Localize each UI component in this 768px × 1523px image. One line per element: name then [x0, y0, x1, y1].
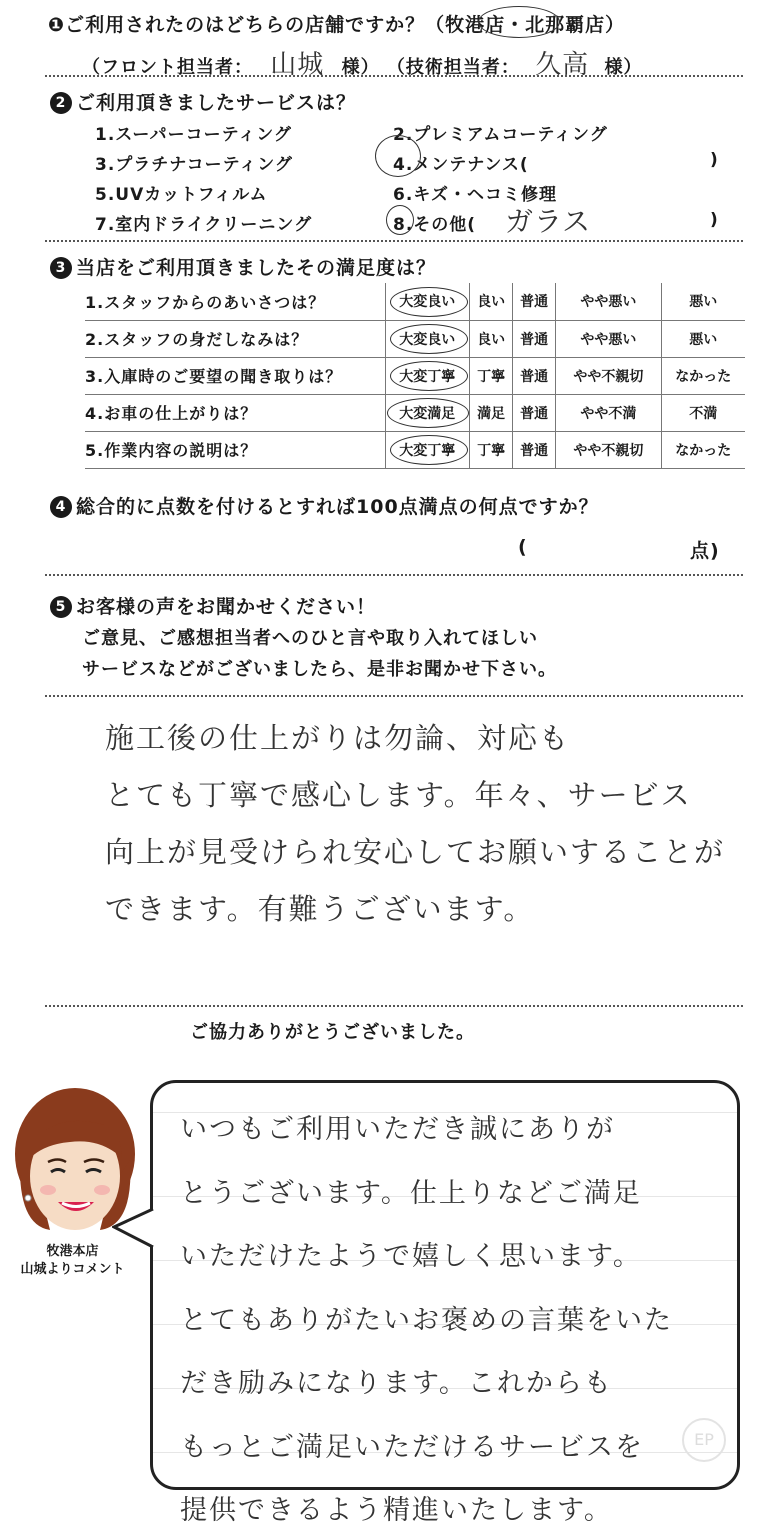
- comment-line: できます。有難うございます。: [105, 892, 535, 926]
- service-option-7: 7.室内ドライクリーニング: [95, 215, 313, 235]
- staff-caption-store: 牧港本店: [46, 1244, 99, 1259]
- comment-line: とても丁寧で感心します。年々、サービス: [105, 778, 692, 812]
- q2-title-text: ご利用頂きましたサービスは？: [76, 92, 357, 114]
- rating-choice: 不満: [661, 394, 745, 431]
- divider: [45, 695, 743, 697]
- q3-title-text: 当店をご利用頂きましたその満足度は？: [76, 257, 437, 279]
- rating-choice: やや悪い: [556, 283, 661, 320]
- comment-line: 向上が見受けられ安心してお願いすることが: [105, 835, 726, 869]
- rating-choice: 丁寧: [470, 357, 513, 394]
- selected-store-circle: [478, 6, 560, 38]
- q5-number-badge: 5: [50, 596, 72, 618]
- rating-choice-selected: 大変良い: [385, 320, 470, 357]
- service-option-2: 2.プレミアムコーティング: [393, 125, 608, 145]
- reply-line: 提供できるよう精進いたします。: [180, 1495, 613, 1523]
- q4-title-text: 総合的に点数を付けるとすれば100点満点の何点ですか？: [76, 496, 599, 518]
- rating-question: 1.スタッフからのあいさつは？: [85, 283, 385, 320]
- service-4-circle: [375, 135, 421, 177]
- tech-staff-suffix: 様）: [604, 57, 643, 78]
- rating-choice: やや不親切: [556, 431, 661, 468]
- front-staff-label: （フロント担当者：: [82, 57, 253, 78]
- rating-choice-selected: 大変満足: [385, 394, 470, 431]
- service-option-5: 5.UVカットフィルム: [95, 185, 268, 205]
- q2-title: [50, 88, 356, 115]
- ep-watermark-stamp: EP: [682, 1418, 726, 1462]
- rating-choice: やや不満: [556, 394, 661, 431]
- q2-number-badge: 2: [50, 92, 72, 114]
- rating-question: 4.お車の仕上がりは？: [85, 394, 385, 431]
- rating-mark-circle: [390, 324, 468, 354]
- rating-choice: 悪い: [661, 283, 745, 320]
- service-other-value: ガラス: [505, 205, 592, 238]
- rating-choice: やや悪い: [556, 320, 661, 357]
- rating-question: 5.作業内容の説明は？: [85, 431, 385, 468]
- rating-mark-circle: [387, 398, 469, 428]
- rating-choice: 普通: [513, 283, 556, 320]
- q4-title: [50, 492, 599, 519]
- q5-title-text: お客様の声をお聞かせください！: [76, 596, 377, 618]
- rating-choice: やや不親切: [556, 357, 661, 394]
- service-option-8: 8.その他(: [393, 215, 477, 235]
- rating-choice-selected: 大変丁寧: [385, 431, 470, 468]
- rating-choice: なかった: [661, 357, 745, 394]
- q5-instructions-line2: サービスなどがございましたら、是非お聞かせ下さい。: [82, 659, 557, 680]
- rating-mark-circle: [390, 361, 468, 391]
- reply-line: いただけたようで嬉しく思います。: [180, 1241, 642, 1272]
- reply-line: いつもご利用いただき誠にありが: [180, 1114, 615, 1145]
- tech-staff-label: （技術担当者：: [386, 57, 520, 78]
- speech-bubble-tail: [112, 1205, 156, 1265]
- rating-choice: 満足: [470, 394, 513, 431]
- service-option-4: 4.メンテナンス(: [393, 155, 529, 175]
- q4-number-badge: 4: [50, 496, 72, 518]
- rating-choice: なかった: [661, 431, 745, 468]
- tech-staff-name: 久高: [535, 50, 590, 80]
- divider: [45, 574, 743, 576]
- divider: [45, 1005, 743, 1007]
- service-option-8-close: ): [710, 210, 719, 230]
- reply-line: もっとご満足いただけるサービスを: [180, 1431, 644, 1463]
- rating-choice: 丁寧: [470, 431, 513, 468]
- reply-line: だき励みになります。これからも: [180, 1368, 613, 1399]
- score-unit: 点): [690, 540, 720, 562]
- comment-line: 施工後の仕上がりは勿論、対応も: [105, 721, 571, 755]
- rating-choice: 普通: [513, 357, 556, 394]
- customer-comment: [105, 710, 745, 938]
- rating-choice: 良い: [470, 320, 513, 357]
- rating-choice: 普通: [513, 431, 556, 468]
- q5-title: [50, 592, 376, 619]
- rating-choice: 普通: [513, 394, 556, 431]
- staff-caption-name: 山城よりコメント: [20, 1262, 125, 1277]
- front-staff-name: 山城: [270, 50, 325, 80]
- rating-choice-selected: 大変丁寧: [385, 357, 470, 394]
- reply-line: とうございます。仕上りなどご満足: [180, 1177, 642, 1209]
- q3-title: [50, 253, 436, 280]
- rating-choice-selected: 大変良い: [385, 283, 470, 320]
- service-option-1: 1.スーパーコーティング: [95, 125, 292, 145]
- service-option-6: 6.キズ・ヘコミ修理: [393, 185, 557, 205]
- reply-line: とてもありがたいお褒めの言葉をいた: [180, 1304, 673, 1336]
- service-option-4-close: ): [710, 150, 719, 170]
- rating-choice: 悪い: [661, 320, 745, 357]
- thanks-message: ご協力ありがとうございました。: [190, 1022, 475, 1043]
- rating-mark-circle: [390, 435, 468, 465]
- rating-choice: 良い: [470, 283, 513, 320]
- front-staff-suffix: 様）: [341, 57, 380, 78]
- rating-mark-circle: [390, 287, 468, 317]
- rating-question: 2.スタッフの身だしなみは？: [85, 320, 385, 357]
- staff-reply-text: [180, 1098, 735, 1523]
- q1-title: ❶ご利用されたのはどちらの店舗ですか？（牧港店・北那覇店）: [48, 14, 626, 36]
- q3-number-badge: 3: [50, 257, 72, 279]
- divider: [45, 75, 743, 77]
- divider: [45, 240, 743, 242]
- q5-instructions-line1: ご意見、ご感想担当者へのひと言や取り入れてほしい: [82, 628, 538, 649]
- score-open-paren: (: [518, 536, 528, 558]
- rating-question: 3.入庫時のご要望の聞き取りは？: [85, 357, 385, 394]
- service-8-circle: [386, 205, 414, 235]
- rating-choice: 普通: [513, 320, 556, 357]
- service-option-3: 3.プラチナコーティング: [95, 155, 293, 175]
